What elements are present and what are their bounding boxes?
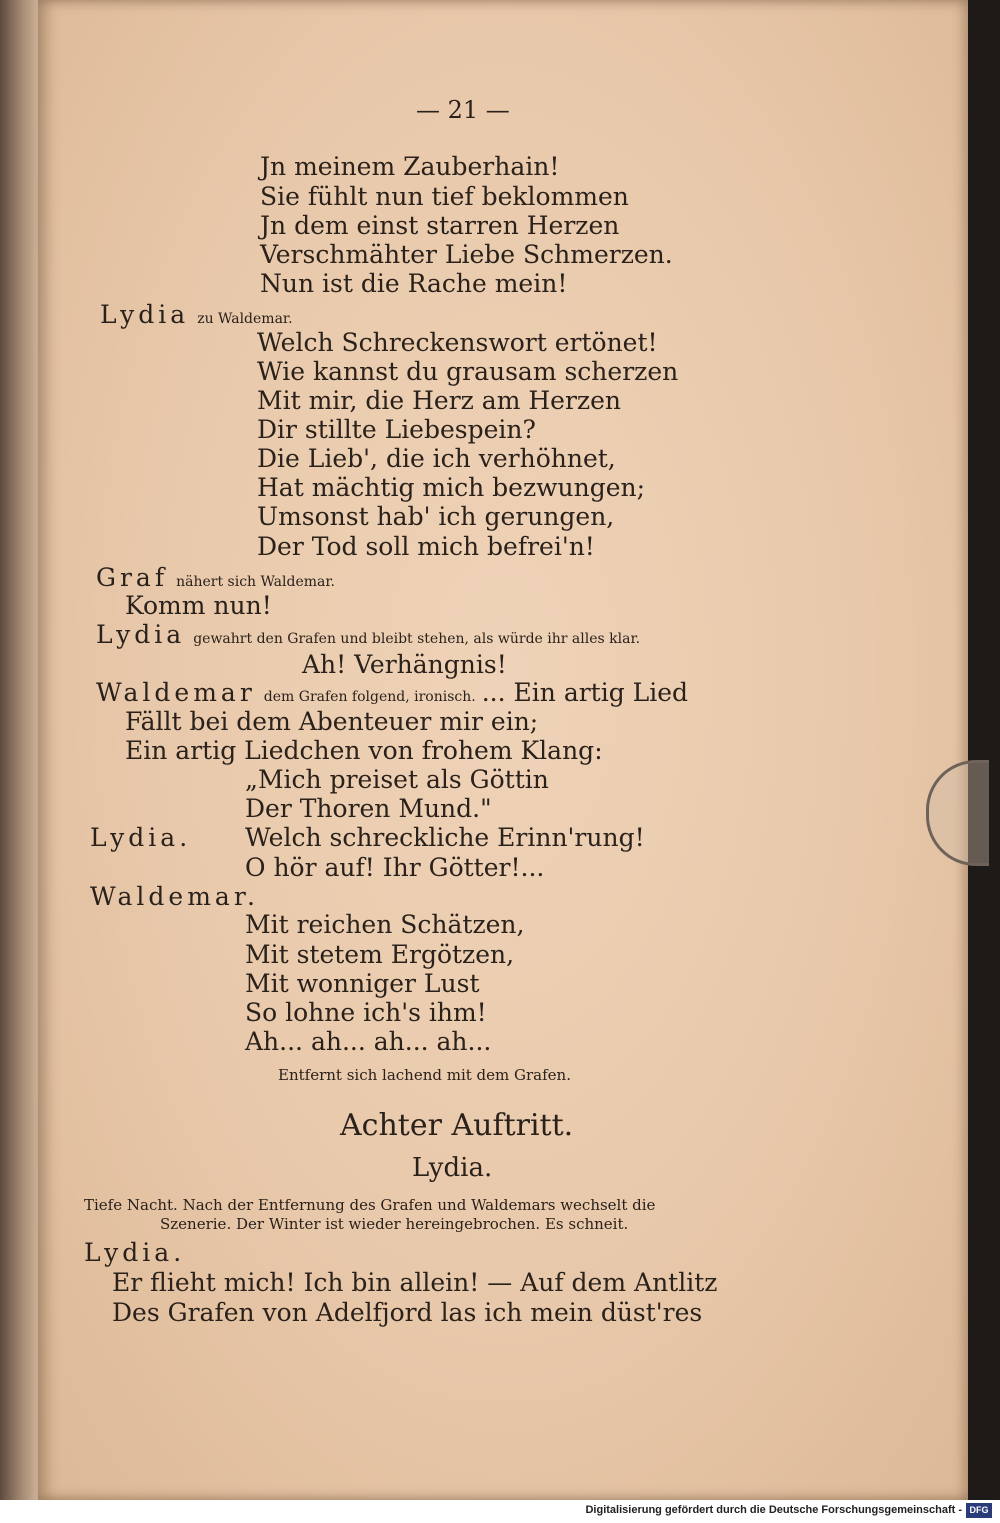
- dfg-logo: DFG: [966, 1503, 992, 1518]
- verse-line: Wie kannst du grausam scherzen: [257, 357, 679, 386]
- speaker-line: [96, 620, 640, 649]
- stage-direction: nähert sich Waldemar.: [176, 574, 335, 590]
- verse-line: Er flieht mich! Ich bin allein! — Auf dem Antlitz: [112, 1268, 718, 1297]
- verse-line: O hör auf! Ihr Götter!...: [245, 853, 545, 882]
- stage-direction: Entfernt sich lachend mit dem Grafen.: [278, 1066, 571, 1084]
- stage-direction: Szenerie. Der Winter ist wieder hereingebrochen. Es schneit.: [160, 1215, 629, 1233]
- verse-line: Mit stetem Ergötzen,: [245, 940, 515, 969]
- stage-direction: zu Waldemar.: [197, 311, 293, 327]
- verse-line: Verschmähter Liebe Schmerzen.: [260, 240, 673, 269]
- verse-line: Sie fühlt nun tief beklommen: [260, 182, 629, 211]
- verse-line: Welch schreckliche Erinn'rung!: [245, 823, 645, 852]
- page-number: — 21 —: [416, 96, 510, 124]
- scene-character: Lydia.: [412, 1153, 493, 1183]
- speaker-name: Waldemar: [96, 678, 256, 707]
- verse-line: Der Tod soll mich befrei'n!: [257, 532, 595, 561]
- stage-direction: Tiefe Nacht. Nach der Entfernung des Grafen und Waldemars wechselt die: [84, 1196, 656, 1214]
- verse-line: Jn meinem Zauberhain!: [260, 152, 560, 181]
- speaker-name: Lydia.: [84, 1238, 186, 1267]
- verse-line: Ein artig Liedchen von frohem Klang:: [125, 736, 603, 765]
- speaker-name: Lydia: [96, 620, 186, 649]
- verse-line: Mit reichen Schätzen,: [245, 910, 525, 939]
- speaker-name: Lydia.: [90, 823, 192, 852]
- verse-line: Fällt bei dem Abenteuer mir ein;: [125, 707, 539, 736]
- verse-line: Ah... ah... ah... ah...: [245, 1027, 492, 1056]
- speaker-name: Waldemar.: [90, 882, 259, 911]
- verse-line: Ah! Verhängnis!: [302, 650, 507, 679]
- verse-line: Mit wonniger Lust: [245, 969, 480, 998]
- verse-line: Nun ist die Rache mein!: [260, 269, 568, 298]
- stage-direction: gewahrt den Grafen und bleibt stehen, als würde ihr alles klar.: [193, 631, 641, 647]
- stage-direction: dem Grafen folgend, ironisch.: [263, 689, 476, 705]
- speaker-line: [96, 678, 688, 707]
- verse-line: Der Thoren Mund.": [245, 794, 492, 823]
- verse-line: Welch Schreckenswort ertönet!: [257, 328, 658, 357]
- verse-line: „Mich preiset als Göttin: [245, 765, 549, 794]
- verse-line: So lohne ich's ihm!: [245, 998, 487, 1027]
- verse-line: Umsonst hab' ich gerungen,: [257, 502, 615, 531]
- verse-line: Die Lieb', die ich verhöhnet,: [257, 444, 616, 473]
- verse-line: Komm nun!: [125, 591, 272, 620]
- speaker-line: [100, 300, 293, 329]
- scene-heading: Achter Auftritt.: [340, 1108, 574, 1143]
- speaker-name: Graf: [96, 563, 169, 592]
- verse-line: ... Ein artig Lied: [481, 678, 689, 707]
- verse-line: Mit mir, die Herz am Herzen: [257, 386, 621, 415]
- verse-line: Hat mächtig mich bezwungen;: [257, 473, 646, 502]
- speaker-line: [96, 563, 335, 592]
- verse-line: Dir stillte Liebespein?: [257, 415, 536, 444]
- speaker-name: Lydia: [100, 300, 190, 329]
- footer-credit: Digitalisierung gefördert durch die Deutsche Forschungsgemeinschaft -: [585, 1504, 962, 1516]
- verse-line: Des Grafen von Adelfjord las ich mein düst'res: [112, 1298, 703, 1327]
- verse-line: Jn dem einst starren Herzen: [260, 211, 620, 240]
